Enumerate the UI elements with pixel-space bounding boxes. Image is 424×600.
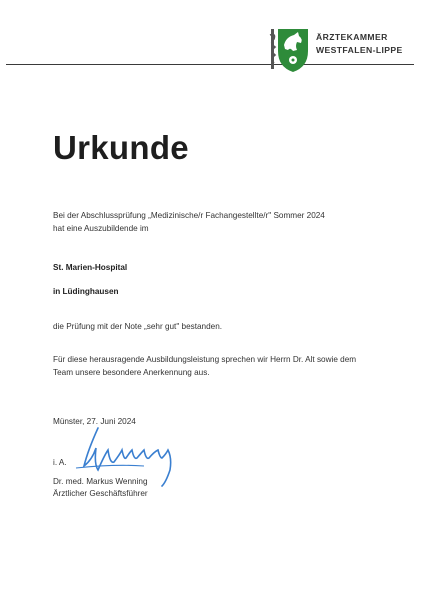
- document-title: Urkunde: [53, 129, 189, 166]
- praise-paragraph: [53, 354, 356, 379]
- date-place: Münster, 27. Juni 2024: [53, 417, 136, 426]
- institution-name: St. Marien-Hospital: [53, 263, 128, 272]
- institution-location: in Lüdinghausen: [53, 287, 119, 296]
- praise-line-2: Team unsere besondere Anerkennung aus.: [53, 367, 210, 377]
- intro-paragraph: [53, 210, 325, 235]
- intro-line-1: Bei der Abschlussprüfung „Medizinische/r Fachangestellte/r" Sommer 2024: [53, 211, 325, 220]
- signer-name: Dr. med. Markus Wenning: [53, 477, 148, 486]
- chamber-logo-text: [316, 31, 403, 57]
- signer-title: Ärztlicher Geschäftsführer: [53, 488, 148, 498]
- on-behalf-label: i. A.: [53, 458, 67, 467]
- signer-block: [53, 476, 148, 499]
- logo-line-1: ÄRZTEKAMMER: [316, 32, 388, 42]
- praise-line-1: Für diese herausragende Ausbildungsleistung sprechen wir Herrn Dr. Alt sowie dem: [53, 355, 357, 364]
- header-rule: [6, 64, 414, 65]
- intro-line-2: hat eine Auszubildende im: [53, 223, 149, 233]
- logo-line-2: WESTFALEN-LIPPE: [316, 45, 403, 55]
- exam-result: die Prüfung mit der Note „sehr gut" bestanden.: [53, 322, 223, 331]
- horse-shield-emblem-icon: [268, 27, 310, 73]
